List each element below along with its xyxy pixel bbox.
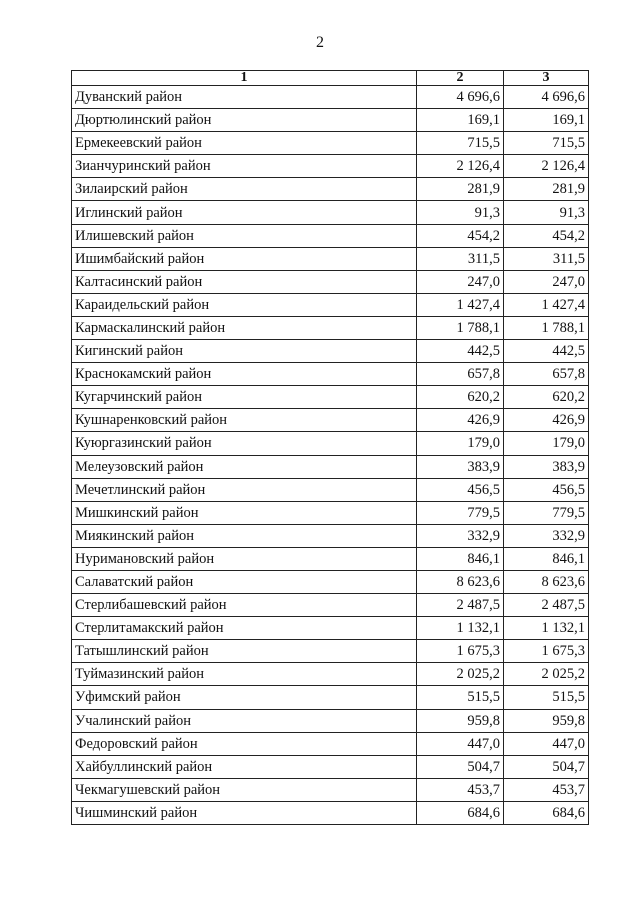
value-col2-cell: 442,5 — [417, 340, 504, 363]
table-row — [72, 570, 589, 593]
district-name-cell: Зианчуринский район — [72, 155, 417, 178]
district-name-cell: Кугарчинский район — [72, 386, 417, 409]
table-row — [72, 594, 589, 617]
value-col3-cell: 281,9 — [504, 178, 589, 201]
value-col2-cell: 169,1 — [417, 109, 504, 132]
table-row — [72, 86, 589, 109]
value-col2-cell: 2 025,2 — [417, 663, 504, 686]
value-col3-cell: 447,0 — [504, 732, 589, 755]
value-col2-cell: 2 126,4 — [417, 155, 504, 178]
value-col2-cell: 846,1 — [417, 547, 504, 570]
district-name-cell: Нуримановский район — [72, 547, 417, 570]
table-row — [72, 778, 589, 801]
district-name-cell: Федоровский район — [72, 732, 417, 755]
table-row — [72, 640, 589, 663]
district-name-cell: Стерлибашевский район — [72, 594, 417, 617]
table-row — [72, 686, 589, 709]
district-table — [71, 70, 589, 825]
value-col2-cell: 453,7 — [417, 778, 504, 801]
value-col3-cell: 684,6 — [504, 801, 589, 824]
value-col2-cell: 1 675,3 — [417, 640, 504, 663]
value-col3-cell: 959,8 — [504, 709, 589, 732]
table-body — [72, 86, 589, 825]
district-name-cell: Калтасинский район — [72, 270, 417, 293]
district-name-cell: Салаватский район — [72, 570, 417, 593]
table-row — [72, 755, 589, 778]
value-col2-cell: 959,8 — [417, 709, 504, 732]
value-col2-cell: 715,5 — [417, 132, 504, 155]
district-name-cell: Кушнаренковский район — [72, 409, 417, 432]
table-row — [72, 178, 589, 201]
value-col2-cell: 8 623,6 — [417, 570, 504, 593]
value-col3-cell: 179,0 — [504, 432, 589, 455]
table-row — [72, 617, 589, 640]
table-row — [72, 109, 589, 132]
table-row — [72, 386, 589, 409]
district-name-cell: Мелеузовский район — [72, 455, 417, 478]
value-col3-cell: 426,9 — [504, 409, 589, 432]
value-col2-cell: 2 487,5 — [417, 594, 504, 617]
district-name-cell: Татышлинский район — [72, 640, 417, 663]
table-row — [72, 547, 589, 570]
value-col2-cell: 1 788,1 — [417, 316, 504, 339]
value-col2-cell: 504,7 — [417, 755, 504, 778]
district-name-cell: Мишкинский район — [72, 501, 417, 524]
table-row — [72, 455, 589, 478]
value-col2-cell: 657,8 — [417, 363, 504, 386]
table-row — [72, 524, 589, 547]
table-row — [72, 409, 589, 432]
value-col3-cell: 311,5 — [504, 247, 589, 270]
value-col3-cell: 504,7 — [504, 755, 589, 778]
table-row — [72, 709, 589, 732]
value-col2-cell: 456,5 — [417, 478, 504, 501]
value-col2-cell: 332,9 — [417, 524, 504, 547]
column-header-3: 3 — [504, 71, 589, 86]
value-col2-cell: 1 427,4 — [417, 293, 504, 316]
district-name-cell: Туймазинский район — [72, 663, 417, 686]
table-row — [72, 132, 589, 155]
value-col3-cell: 1 427,4 — [504, 293, 589, 316]
table-row — [72, 732, 589, 755]
district-name-cell: Кармаскалинский район — [72, 316, 417, 339]
value-col3-cell: 715,5 — [504, 132, 589, 155]
value-col3-cell: 515,5 — [504, 686, 589, 709]
table-row — [72, 432, 589, 455]
table-row — [72, 247, 589, 270]
value-col2-cell: 311,5 — [417, 247, 504, 270]
value-col3-cell: 620,2 — [504, 386, 589, 409]
table-row — [72, 501, 589, 524]
column-header-2: 2 — [417, 71, 504, 86]
value-col3-cell: 2 126,4 — [504, 155, 589, 178]
district-name-cell: Учалинский район — [72, 709, 417, 732]
district-name-cell: Ермекеевский район — [72, 132, 417, 155]
district-name-cell: Хайбуллинский район — [72, 755, 417, 778]
value-col2-cell: 779,5 — [417, 501, 504, 524]
value-col3-cell: 846,1 — [504, 547, 589, 570]
table-header-row — [72, 71, 589, 86]
value-col2-cell: 1 132,1 — [417, 617, 504, 640]
district-name-cell: Миякинский район — [72, 524, 417, 547]
value-col2-cell: 179,0 — [417, 432, 504, 455]
district-name-cell: Дуванский район — [72, 86, 417, 109]
value-col2-cell: 383,9 — [417, 455, 504, 478]
table-row — [72, 801, 589, 824]
table-row — [72, 363, 589, 386]
page-number: 2 — [316, 34, 324, 51]
column-header-1: 1 — [72, 71, 417, 86]
value-col3-cell: 453,7 — [504, 778, 589, 801]
table-row — [72, 663, 589, 686]
value-col3-cell: 454,2 — [504, 224, 589, 247]
value-col2-cell: 684,6 — [417, 801, 504, 824]
table-row — [72, 478, 589, 501]
district-name-cell: Куюргазинский район — [72, 432, 417, 455]
district-name-cell: Чишминский район — [72, 801, 417, 824]
value-col2-cell: 91,3 — [417, 201, 504, 224]
value-col3-cell: 169,1 — [504, 109, 589, 132]
value-col2-cell: 620,2 — [417, 386, 504, 409]
value-col3-cell: 247,0 — [504, 270, 589, 293]
value-col2-cell: 426,9 — [417, 409, 504, 432]
value-col3-cell: 442,5 — [504, 340, 589, 363]
value-col3-cell: 2 025,2 — [504, 663, 589, 686]
district-name-cell: Стерлитамакский район — [72, 617, 417, 640]
district-name-cell: Мечетлинский район — [72, 478, 417, 501]
district-name-cell: Чекмагушевский район — [72, 778, 417, 801]
district-name-cell: Илишевский район — [72, 224, 417, 247]
value-col2-cell: 247,0 — [417, 270, 504, 293]
table-row — [72, 270, 589, 293]
value-col3-cell: 383,9 — [504, 455, 589, 478]
value-col3-cell: 332,9 — [504, 524, 589, 547]
value-col3-cell: 8 623,6 — [504, 570, 589, 593]
district-name-cell: Караидельский район — [72, 293, 417, 316]
value-col3-cell: 2 487,5 — [504, 594, 589, 617]
value-col2-cell: 515,5 — [417, 686, 504, 709]
value-col3-cell: 1 675,3 — [504, 640, 589, 663]
value-col2-cell: 4 696,6 — [417, 86, 504, 109]
district-name-cell: Дюртюлинский район — [72, 109, 417, 132]
table-row — [72, 293, 589, 316]
district-name-cell: Уфимский район — [72, 686, 417, 709]
value-col3-cell: 91,3 — [504, 201, 589, 224]
table-row — [72, 224, 589, 247]
district-name-cell: Зилаирский район — [72, 178, 417, 201]
district-name-cell: Кигинский район — [72, 340, 417, 363]
district-name-cell: Краснокамский район — [72, 363, 417, 386]
table-row — [72, 155, 589, 178]
table-row — [72, 316, 589, 339]
value-col3-cell: 779,5 — [504, 501, 589, 524]
value-col2-cell: 447,0 — [417, 732, 504, 755]
value-col2-cell: 281,9 — [417, 178, 504, 201]
district-name-cell: Иглинский район — [72, 201, 417, 224]
value-col3-cell: 657,8 — [504, 363, 589, 386]
value-col3-cell: 456,5 — [504, 478, 589, 501]
value-col3-cell: 1 132,1 — [504, 617, 589, 640]
value-col3-cell: 1 788,1 — [504, 316, 589, 339]
table-row — [72, 201, 589, 224]
district-name-cell: Ишимбайский район — [72, 247, 417, 270]
value-col3-cell: 4 696,6 — [504, 86, 589, 109]
table-row — [72, 340, 589, 363]
value-col2-cell: 454,2 — [417, 224, 504, 247]
